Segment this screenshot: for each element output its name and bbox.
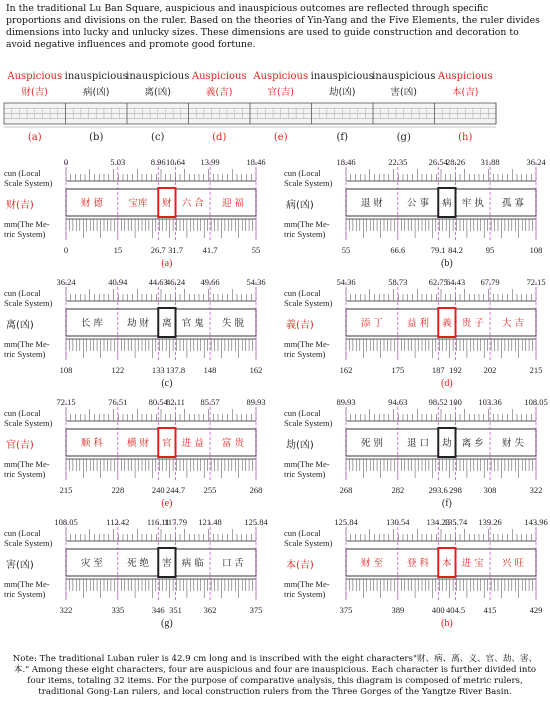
segment-type-label: inauspicious — [64, 71, 128, 82]
segment-type-label: Auspicious — [437, 71, 493, 82]
cun-axis-label: Scale System) — [4, 178, 53, 188]
cun-value: 100 — [449, 397, 462, 407]
cun-axis-label: Scale System) — [4, 418, 53, 428]
panel-name: 离(凶) — [6, 320, 34, 331]
cun-value: 117.79 — [163, 517, 188, 527]
mm-value: 255 — [203, 485, 217, 495]
cell-text: 进 宝 — [461, 558, 484, 569]
cun-value: 121.48 — [198, 517, 222, 527]
cun-axis-label: cun (Local — [284, 168, 321, 178]
cell-text: 公 事 — [407, 198, 430, 209]
cun-value: 67.79 — [480, 277, 500, 287]
mm-axis-label: mm(The Me- — [284, 339, 330, 349]
segment-type-label: inauspicious — [126, 71, 190, 82]
mm-value: 375 — [339, 605, 353, 615]
cun-value: 54.36 — [336, 277, 356, 287]
panel-letter: (b) — [441, 258, 453, 269]
cun-value: 13.99 — [200, 157, 220, 167]
cun-value: 49.66 — [200, 277, 220, 287]
segment-letter: (h) — [458, 132, 473, 143]
mm-axis-label: mm(The Me- — [284, 459, 330, 469]
panel-name: 本(吉) — [286, 560, 314, 571]
panel-g — [4, 517, 268, 629]
cun-value: 22.35 — [388, 157, 408, 167]
mm-value: 31.7 — [168, 245, 183, 255]
panel-letter: (e) — [161, 498, 173, 509]
mm-value: 389 — [391, 605, 405, 615]
cell-text: 病 — [442, 198, 452, 209]
cun-value: 98.52 — [428, 397, 448, 407]
cun-value: 62.75 — [428, 277, 448, 287]
cun-axis-label: Scale System) — [4, 298, 53, 308]
cun-value: 134.23 — [426, 517, 450, 527]
mm-value: 215 — [59, 485, 73, 495]
panel-name: 病(凶) — [286, 200, 314, 211]
segment-char-label: 劫(凶) — [329, 87, 356, 98]
mm-value: 268 — [339, 485, 353, 495]
mm-value: 240 — [151, 485, 165, 495]
mm-axis-label: tric System) — [284, 589, 326, 599]
cun-value: 76.51 — [108, 397, 128, 407]
mm-axis-label: mm(The Me- — [4, 339, 50, 349]
cun-value: 54.36 — [246, 277, 266, 287]
segment-char-label: 害(凶) — [390, 87, 417, 98]
cun-value: 112.42 — [106, 517, 130, 527]
segment-letter: (g) — [396, 132, 411, 143]
mm-value: 41.7 — [202, 245, 218, 255]
segment-letter: (a) — [27, 132, 42, 143]
cell-text: 宝库 — [128, 198, 148, 209]
mm-value: 308 — [483, 485, 497, 495]
cun-axis-label: cun (Local — [284, 408, 321, 418]
mm-value: 375 — [249, 605, 263, 615]
cell-text: 财 至 — [360, 558, 383, 569]
segment-letter: (d) — [212, 132, 227, 143]
panel-letter: (a) — [161, 258, 173, 269]
panel-f — [284, 397, 548, 509]
cell-text: 大 吉 — [502, 318, 525, 329]
mm-value: 55 — [341, 245, 351, 255]
mm-axis-label: tric System) — [4, 589, 46, 599]
panel-e — [4, 397, 266, 509]
cun-value: 0 — [63, 157, 69, 167]
cell-text: 财 失 — [502, 438, 525, 449]
mm-value: 0 — [63, 245, 69, 255]
mm-value: 95 — [485, 245, 495, 255]
cun-value: 44.63 — [148, 277, 168, 287]
cell-text: 财 德 — [80, 198, 103, 209]
segment-type-label: Auspicious — [7, 71, 63, 82]
mm-value: 346 — [151, 605, 165, 615]
segment-char-label: 病(凶) — [83, 87, 110, 98]
mm-axis-label: mm(The Me- — [284, 219, 330, 229]
mm-axis-label: tric System) — [4, 469, 46, 479]
intro-paragraph: In the traditional Lu Ban Square, auspicious and inauspicious outcomes are reflected through specific proportions and divisions on the ruler. Based on the theories of Yin-Yang and the Five Elements, the ruler divides dimensions into lucky and unlucky sizes. These dimensions are used to guide construction and decoration to avoid negative influences and promote good fortune. — [6, 3, 540, 50]
cun-axis-label: cun (Local — [284, 528, 321, 538]
mm-value: 162 — [249, 365, 263, 375]
panel-name: 劫(凶) — [286, 440, 314, 451]
segment-letter: (f) — [336, 132, 349, 143]
mm-axis-label: mm(The Me- — [4, 459, 50, 469]
cell-text: 劫 财 — [127, 318, 150, 329]
mm-value: 55 — [251, 245, 261, 255]
cun-value: 89.93 — [336, 397, 356, 407]
panel-a — [4, 157, 266, 269]
mm-value: 192 — [449, 365, 462, 375]
mm-value: 202 — [483, 365, 497, 375]
cun-axis-label: cun (Local — [4, 528, 41, 538]
segment-char-label: 离(凶) — [144, 87, 171, 98]
mm-value: 415 — [483, 605, 497, 615]
cell-text: 官 鬼 — [181, 318, 204, 329]
cell-text: 六 合 — [181, 198, 204, 209]
cun-value: 31.88 — [480, 157, 500, 167]
mm-value: 228 — [111, 485, 125, 495]
cun-value: 28.26 — [445, 157, 466, 167]
cell-text: 益 利 — [407, 318, 430, 329]
cell-text: 添 丁 — [360, 318, 383, 329]
cun-value: 139.26 — [478, 517, 502, 527]
mm-axis-label: tric System) — [4, 349, 46, 359]
panel-name: 财(吉) — [6, 200, 34, 211]
mm-axis-label: mm(The Me- — [4, 219, 50, 229]
cun-value: 18.46 — [336, 157, 356, 167]
cun-value: 125.84 — [244, 517, 268, 527]
cun-value: 89.93 — [246, 397, 266, 407]
segment-letter: (b) — [89, 132, 104, 143]
footnote: Note: The traditional Luban ruler is 42.9 cm long and is inscribed with the eight characters"财、病、离、义、官、劫、害、本." Among these eight characters, four are auspicious and four are inauspicious. Each character is further divided into four items, totaling 32 items. For the purpose of comparative analysis, this diagram is composed of metric rulers, traditional Gong-Lan rulers, and local construction rulers from the Three Gorges of the Yangtze River Basin. — [12, 654, 538, 697]
mm-value: 282 — [391, 485, 405, 495]
mm-value: 148 — [203, 365, 217, 375]
cell-text: 害 — [162, 558, 172, 569]
cun-value: 18.46 — [246, 157, 266, 167]
cun-value: 36.24 — [56, 277, 76, 287]
segment-type-label: inauspicious — [310, 71, 374, 82]
mm-value: 429 — [529, 605, 543, 615]
panel-c — [4, 277, 266, 389]
mm-value: 122 — [111, 365, 125, 375]
cell-text: 登 科 — [407, 558, 430, 569]
mm-value: 322 — [59, 605, 73, 615]
cell-text: 退 口 — [407, 438, 430, 449]
cell-text: 義 — [442, 318, 452, 329]
panel-h — [284, 517, 548, 629]
panel-b — [284, 157, 546, 269]
cell-text: 离 — [162, 318, 172, 329]
cun-axis-label: Scale System) — [284, 298, 333, 308]
cun-value: 26.54 — [428, 157, 448, 167]
mm-value: 362 — [203, 605, 217, 615]
cun-value: 36.24 — [526, 157, 546, 167]
cell-text: 失 脱 — [222, 318, 245, 329]
cun-value: 72.15 — [56, 397, 76, 407]
segment-letter: (c) — [151, 132, 165, 143]
cell-text: 孤 寡 — [502, 198, 525, 209]
panel-letter: (c) — [161, 378, 173, 389]
cell-text: 迎 福 — [222, 198, 245, 209]
cun-value: 72.15 — [526, 277, 546, 287]
cun-value: 143.96 — [524, 517, 548, 527]
cun-value: 116.11 — [146, 517, 170, 527]
mm-value: 187 — [431, 365, 445, 375]
mm-value: 108 — [59, 365, 73, 375]
cell-text: 口 舌 — [222, 558, 245, 569]
cun-value: 64.43 — [445, 277, 466, 287]
cun-value: 10.64 — [165, 157, 186, 167]
cell-text: 劫 — [442, 438, 452, 449]
mm-value: 400 — [431, 605, 445, 615]
mm-value: 66.6 — [390, 245, 406, 255]
panel-letter: (g) — [161, 618, 173, 629]
cell-text: 长 库 — [80, 318, 103, 329]
mm-value: 215 — [529, 365, 543, 375]
cun-axis-label: cun (Local — [4, 288, 41, 298]
cell-text: 死 别 — [360, 438, 383, 449]
cun-value: 94.63 — [388, 397, 408, 407]
mm-axis-label: tric System) — [4, 229, 46, 239]
segment-letter: (e) — [273, 132, 288, 143]
mm-value: 162 — [339, 365, 353, 375]
mm-value: 84.2 — [448, 245, 463, 255]
cun-value: 135.74 — [443, 517, 468, 527]
mm-value: 79.1 — [430, 245, 446, 255]
mm-value: 404.5 — [445, 605, 466, 615]
panel-name: 害(凶) — [6, 560, 34, 571]
panel-d — [284, 277, 546, 389]
segment-char-label: 義(吉) — [206, 87, 233, 98]
cell-text: 横 财 — [127, 438, 150, 449]
cell-text: 本 — [442, 558, 452, 569]
cun-value: 103.36 — [478, 397, 502, 407]
cell-text: 顺 科 — [80, 438, 103, 449]
cun-axis-label: Scale System) — [284, 178, 333, 188]
mm-value: 322 — [529, 485, 543, 495]
mm-axis-label: mm(The Me- — [4, 579, 50, 589]
cell-text: 官 — [162, 438, 172, 449]
mm-value: 335 — [111, 605, 125, 615]
mm-value: 15 — [113, 245, 123, 255]
panel-letter: (f) — [441, 498, 452, 509]
segment-type-label: inauspicious — [372, 71, 436, 82]
panel-name: 官(吉) — [6, 440, 34, 451]
cun-axis-label: cun (Local — [4, 408, 41, 418]
mm-axis-label: tric System) — [284, 349, 326, 359]
mm-value: 268 — [249, 485, 263, 495]
cell-text: 兴 旺 — [502, 558, 525, 569]
cell-text: 灾 至 — [80, 558, 103, 569]
mm-value: 108 — [529, 245, 543, 255]
cun-axis-label: cun (Local — [4, 168, 41, 178]
cell-text: 富 贵 — [222, 438, 245, 449]
segment-char-label: 官(吉) — [267, 87, 294, 98]
cun-value: 80.54 — [148, 397, 168, 407]
segment-type-label: Auspicious — [191, 71, 247, 82]
cun-value: 85.57 — [200, 397, 220, 407]
mm-value: 137.8 — [165, 365, 186, 375]
mm-value: 133 — [151, 365, 165, 375]
cun-value: 8.96 — [150, 157, 166, 167]
mm-axis-label: mm(The Me- — [284, 579, 330, 589]
cun-value: 130.54 — [386, 517, 410, 527]
cun-value: 108.05 — [54, 517, 78, 527]
cun-value: 5.03 — [110, 157, 126, 167]
cun-axis-label: Scale System) — [284, 538, 333, 548]
cun-value: 108.05 — [524, 397, 548, 407]
cun-axis-label: Scale System) — [4, 538, 53, 548]
cun-value: 82.11 — [166, 397, 185, 407]
segment-char-label: 本(吉) — [452, 87, 479, 98]
mm-value: 26.7 — [150, 245, 166, 255]
panel-name: 義(吉) — [286, 320, 314, 331]
mm-value: 351 — [169, 605, 182, 615]
mm-value: 175 — [391, 365, 405, 375]
segment-type-label: Auspicious — [253, 71, 309, 82]
mm-value: 244.7 — [165, 485, 186, 495]
mm-value: 298 — [449, 485, 462, 495]
panel-letter: (h) — [441, 618, 453, 629]
mm-axis-label: tric System) — [284, 469, 326, 479]
mm-axis-label: tric System) — [284, 229, 326, 239]
segment-char-label: 财(吉) — [21, 87, 48, 98]
cell-text: 贵 子 — [461, 318, 484, 329]
cell-text: 牢 执 — [461, 198, 484, 209]
cell-text: 退 财 — [360, 198, 383, 209]
cun-value: 125.84 — [334, 517, 358, 527]
cun-value: 40.94 — [108, 277, 128, 287]
cun-axis-label: Scale System) — [284, 418, 333, 428]
cun-value: 46.24 — [165, 277, 186, 287]
panel-letter: (d) — [441, 378, 453, 389]
cell-text: 进 益 — [181, 438, 204, 449]
mm-value: 293.6 — [428, 485, 448, 495]
cell-text: 离 乡 — [461, 438, 484, 449]
cun-axis-label: cun (Local — [284, 288, 321, 298]
cell-text: 财 — [162, 198, 172, 209]
cun-value: 58.73 — [388, 277, 408, 287]
cell-text: 病 临 — [181, 558, 204, 569]
cell-text: 死 绝 — [127, 558, 150, 569]
